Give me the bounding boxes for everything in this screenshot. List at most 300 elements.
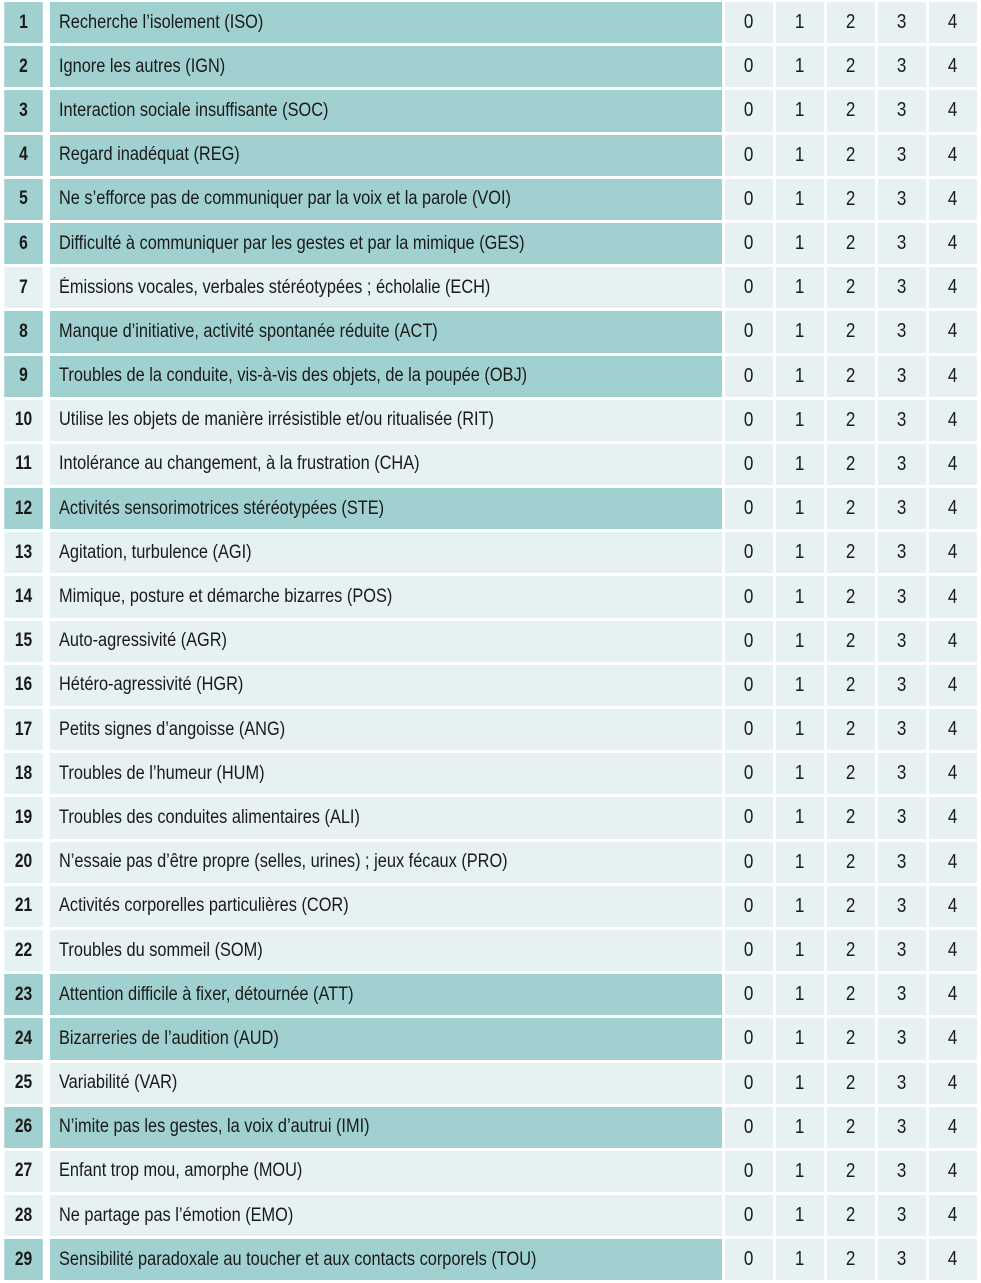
score-option-2[interactable]: [827, 753, 875, 794]
item-label-cell: [50, 179, 722, 220]
table-row: [0, 46, 977, 87]
score-option-value: 0: [744, 629, 754, 652]
score-option-value: 3: [897, 364, 907, 387]
score-option-1[interactable]: [776, 797, 824, 838]
item-label: Mimique, posture et démarche bizarres (POS): [59, 586, 393, 608]
score-option-4[interactable]: [929, 488, 977, 529]
score-option-3[interactable]: [878, 974, 926, 1015]
score-option-1[interactable]: [776, 400, 824, 441]
item-number: 19: [4, 797, 43, 838]
score-option-1[interactable]: [776, 90, 824, 131]
item-label-cell: [50, 267, 722, 308]
score-option-1[interactable]: [776, 135, 824, 176]
score-option-1[interactable]: [776, 267, 824, 308]
score-option-1[interactable]: [776, 842, 824, 883]
score-option-0[interactable]: [725, 46, 773, 87]
item-label-cell: [50, 311, 722, 352]
score-option-0[interactable]: [725, 179, 773, 220]
score-option-0[interactable]: [725, 1018, 773, 1059]
score-option-value: 2: [846, 806, 856, 829]
score-option-1[interactable]: [776, 621, 824, 662]
item-number: 23: [4, 974, 43, 1015]
score-option-value: 2: [846, 187, 856, 210]
score-option-2[interactable]: [827, 223, 875, 264]
score-option-2[interactable]: [827, 576, 875, 617]
score-option-value: 0: [744, 232, 754, 255]
score-option-1[interactable]: [776, 444, 824, 485]
score-option-0[interactable]: [725, 1195, 773, 1236]
score-option-3[interactable]: [878, 135, 926, 176]
rating-scale-body: [0, 2, 977, 1280]
score-option-3[interactable]: [878, 311, 926, 352]
score-option-value: 0: [744, 673, 754, 696]
score-option-4[interactable]: [929, 179, 977, 220]
score-option-2[interactable]: [827, 532, 875, 573]
table-row: [0, 179, 977, 220]
item-number: 28: [4, 1195, 43, 1236]
score-option-value: 1: [795, 452, 805, 475]
score-option-4[interactable]: [929, 267, 977, 308]
score-option-4[interactable]: [929, 1107, 977, 1148]
score-option-value: 2: [846, 99, 856, 122]
item-label: N’essaie pas d’être propre (selles, urines) ; jeux fécaux (PRO): [59, 851, 508, 873]
item-number: 17: [4, 709, 43, 750]
score-option-value: 3: [897, 673, 907, 696]
score-option-0[interactable]: [725, 576, 773, 617]
score-option-3[interactable]: [878, 90, 926, 131]
score-option-value: 3: [897, 276, 907, 299]
score-option-3[interactable]: [878, 1239, 926, 1280]
score-option-value: 0: [744, 452, 754, 475]
score-option-1[interactable]: [776, 1063, 824, 1104]
score-option-value: 2: [846, 718, 856, 741]
item-number: 10: [4, 400, 43, 441]
score-option-1[interactable]: [776, 1151, 824, 1192]
item-label-cell: [50, 1195, 722, 1236]
item-number: 22: [4, 930, 43, 971]
item-label-cell: [50, 930, 722, 971]
score-option-4[interactable]: [929, 135, 977, 176]
score-option-value: 3: [897, 762, 907, 785]
score-option-value: 4: [948, 11, 958, 34]
score-option-1[interactable]: [776, 1195, 824, 1236]
score-option-1[interactable]: [776, 974, 824, 1015]
score-option-value: 1: [795, 541, 805, 564]
score-option-3[interactable]: [878, 930, 926, 971]
score-option-1[interactable]: [776, 2, 824, 43]
item-label-cell: [50, 223, 722, 264]
score-option-4[interactable]: [929, 1151, 977, 1192]
score-option-3[interactable]: [878, 842, 926, 883]
score-option-2[interactable]: [827, 488, 875, 529]
item-label-cell: [50, 1063, 722, 1104]
score-option-value: 4: [948, 364, 958, 387]
score-option-value: 1: [795, 850, 805, 873]
score-option-0[interactable]: [725, 488, 773, 529]
score-option-4[interactable]: [929, 532, 977, 573]
score-option-0[interactable]: [725, 1107, 773, 1148]
item-label: Enfant trop mou, amorphe (MOU): [59, 1160, 303, 1182]
score-option-value: 0: [744, 320, 754, 343]
score-option-value: 4: [948, 983, 958, 1006]
score-option-0[interactable]: [725, 1063, 773, 1104]
score-option-value: 1: [795, 673, 805, 696]
item-label-cell: [50, 709, 722, 750]
score-option-value: 2: [846, 143, 856, 166]
table-row: [0, 797, 977, 838]
item-label-cell: [50, 1239, 722, 1280]
score-option-0[interactable]: [725, 886, 773, 927]
score-option-value: 4: [948, 762, 958, 785]
score-option-value: 1: [795, 1159, 805, 1182]
score-option-3[interactable]: [878, 444, 926, 485]
item-number: 2: [4, 46, 43, 87]
score-option-value: 3: [897, 1027, 907, 1050]
score-option-value: 3: [897, 1115, 907, 1138]
score-option-0[interactable]: [725, 842, 773, 883]
score-option-value: 3: [897, 408, 907, 431]
score-option-value: 2: [846, 673, 856, 696]
score-option-value: 1: [795, 983, 805, 1006]
score-option-value: 0: [744, 541, 754, 564]
score-option-value: 3: [897, 1159, 907, 1182]
item-label-cell: [50, 753, 722, 794]
item-label: Difficulté à communiquer par les gestes et par la mimique (GES): [59, 232, 525, 254]
score-option-3[interactable]: [878, 621, 926, 662]
score-option-2[interactable]: [827, 90, 875, 131]
score-option-0[interactable]: [725, 1239, 773, 1280]
item-label-cell: [50, 46, 722, 87]
score-option-0[interactable]: [725, 267, 773, 308]
score-option-2[interactable]: [827, 1063, 875, 1104]
score-option-1[interactable]: [776, 1239, 824, 1280]
item-label-cell: [50, 797, 722, 838]
score-option-4[interactable]: [929, 753, 977, 794]
score-option-value: 2: [846, 1115, 856, 1138]
score-option-value: 2: [846, 1071, 856, 1094]
score-option-4[interactable]: [929, 444, 977, 485]
score-option-value: 3: [897, 850, 907, 873]
score-option-2[interactable]: [827, 444, 875, 485]
item-label-cell: [50, 356, 722, 397]
table-row: [0, 1195, 977, 1236]
score-option-1[interactable]: [776, 1018, 824, 1059]
score-option-2[interactable]: [827, 46, 875, 87]
item-label-cell: [50, 576, 722, 617]
score-option-value: 2: [846, 408, 856, 431]
score-option-0[interactable]: [725, 621, 773, 662]
score-option-1[interactable]: [776, 665, 824, 706]
item-label-cell: [50, 842, 722, 883]
score-option-0[interactable]: [725, 797, 773, 838]
score-option-value: 0: [744, 1248, 754, 1271]
score-option-4[interactable]: [929, 46, 977, 87]
score-option-value: 4: [948, 276, 958, 299]
score-option-0[interactable]: [725, 444, 773, 485]
score-option-0[interactable]: [725, 223, 773, 264]
item-label: Agitation, turbulence (AGI): [59, 541, 252, 563]
score-option-value: 3: [897, 320, 907, 343]
score-option-value: 4: [948, 408, 958, 431]
score-option-1[interactable]: [776, 356, 824, 397]
score-option-value: 1: [795, 762, 805, 785]
table-row: [0, 842, 977, 883]
table-row: [0, 930, 977, 971]
score-option-value: 3: [897, 187, 907, 210]
score-option-value: 1: [795, 894, 805, 917]
score-option-value: 1: [795, 1248, 805, 1271]
score-option-value: 4: [948, 497, 958, 520]
score-option-3[interactable]: [878, 2, 926, 43]
score-option-3[interactable]: [878, 267, 926, 308]
item-label: Utilise les objets de manière irrésistible et/ou ritualisée (RIT): [59, 409, 494, 431]
score-option-3[interactable]: [878, 532, 926, 573]
score-option-value: 0: [744, 408, 754, 431]
score-option-1[interactable]: [776, 886, 824, 927]
score-option-2[interactable]: [827, 621, 875, 662]
item-label-cell: [50, 665, 722, 706]
score-option-value: 0: [744, 187, 754, 210]
score-option-value: 1: [795, 718, 805, 741]
score-option-4[interactable]: [929, 1239, 977, 1280]
score-option-3[interactable]: [878, 179, 926, 220]
score-option-value: 1: [795, 1115, 805, 1138]
score-option-value: 1: [795, 232, 805, 255]
score-option-0[interactable]: [725, 930, 773, 971]
score-option-value: 0: [744, 806, 754, 829]
score-option-0[interactable]: [725, 90, 773, 131]
score-option-0[interactable]: [725, 753, 773, 794]
item-label-cell: [50, 532, 722, 573]
item-label: N’imite pas les gestes, la voix d’autrui (IMI): [59, 1116, 370, 1138]
score-option-1[interactable]: [776, 532, 824, 573]
score-option-0[interactable]: [725, 665, 773, 706]
score-option-4[interactable]: [929, 842, 977, 883]
score-option-3[interactable]: [878, 1107, 926, 1148]
score-option-4[interactable]: [929, 223, 977, 264]
item-label: Activités corporelles particulières (COR): [59, 895, 349, 917]
score-option-1[interactable]: [776, 930, 824, 971]
score-option-2[interactable]: [827, 1151, 875, 1192]
score-option-1[interactable]: [776, 576, 824, 617]
score-option-value: 1: [795, 629, 805, 652]
score-option-value: 2: [846, 1027, 856, 1050]
table-row: [0, 135, 977, 176]
score-option-4[interactable]: [929, 2, 977, 43]
score-option-4[interactable]: [929, 356, 977, 397]
table-row: [0, 488, 977, 529]
score-option-value: 4: [948, 1159, 958, 1182]
item-label-cell: [50, 135, 722, 176]
score-option-value: 2: [846, 320, 856, 343]
score-option-4[interactable]: [929, 621, 977, 662]
score-option-2[interactable]: [827, 2, 875, 43]
score-option-2[interactable]: [827, 797, 875, 838]
score-option-2[interactable]: [827, 356, 875, 397]
table-row: [0, 1063, 977, 1104]
score-option-value: 3: [897, 497, 907, 520]
score-option-value: 0: [744, 364, 754, 387]
score-option-4[interactable]: [929, 930, 977, 971]
item-number: 27: [4, 1151, 43, 1192]
score-option-value: 4: [948, 1071, 958, 1094]
score-option-value: 2: [846, 11, 856, 34]
score-option-value: 4: [948, 806, 958, 829]
score-option-0[interactable]: [725, 311, 773, 352]
item-number: 16: [4, 665, 43, 706]
table-row: [0, 753, 977, 794]
score-option-2[interactable]: [827, 709, 875, 750]
item-number: 12: [4, 488, 43, 529]
score-option-4[interactable]: [929, 400, 977, 441]
item-label: Intolérance au changement, à la frustration (CHA): [59, 453, 420, 475]
score-option-4[interactable]: [929, 665, 977, 706]
score-option-1[interactable]: [776, 223, 824, 264]
item-label: Interaction sociale insuffisante (SOC): [59, 99, 329, 121]
item-number: 13: [4, 532, 43, 573]
item-number: 7: [4, 267, 43, 308]
score-option-0[interactable]: [725, 2, 773, 43]
score-option-2[interactable]: [827, 1195, 875, 1236]
score-option-value: 3: [897, 452, 907, 475]
score-option-3[interactable]: [878, 223, 926, 264]
table-row: [0, 400, 977, 441]
score-option-0[interactable]: [725, 532, 773, 573]
score-option-3[interactable]: [878, 356, 926, 397]
score-option-0[interactable]: [725, 1151, 773, 1192]
score-option-2[interactable]: [827, 886, 875, 927]
score-option-4[interactable]: [929, 1063, 977, 1104]
score-option-1[interactable]: [776, 488, 824, 529]
score-option-4[interactable]: [929, 311, 977, 352]
score-option-1[interactable]: [776, 709, 824, 750]
score-option-2[interactable]: [827, 135, 875, 176]
score-option-2[interactable]: [827, 311, 875, 352]
score-option-value: 3: [897, 806, 907, 829]
score-option-4[interactable]: [929, 1195, 977, 1236]
score-option-value: 1: [795, 276, 805, 299]
score-option-2[interactable]: [827, 930, 875, 971]
score-option-value: 1: [795, 11, 805, 34]
item-label: Regard inadéquat (REG): [59, 144, 240, 166]
score-option-2[interactable]: [827, 1107, 875, 1148]
score-option-3[interactable]: [878, 709, 926, 750]
score-option-1[interactable]: [776, 753, 824, 794]
table-row: [0, 974, 977, 1015]
score-option-0[interactable]: [725, 974, 773, 1015]
score-option-value: 1: [795, 497, 805, 520]
score-option-0[interactable]: [725, 356, 773, 397]
score-option-1[interactable]: [776, 311, 824, 352]
item-label-cell: [50, 400, 722, 441]
score-option-4[interactable]: [929, 974, 977, 1015]
score-option-value: 0: [744, 497, 754, 520]
score-option-value: 3: [897, 629, 907, 652]
score-option-1[interactable]: [776, 46, 824, 87]
score-option-3[interactable]: [878, 1151, 926, 1192]
score-option-3[interactable]: [878, 665, 926, 706]
score-option-value: 3: [897, 143, 907, 166]
item-number: 8: [4, 311, 43, 352]
score-option-1[interactable]: [776, 1107, 824, 1148]
table-row: [0, 1151, 977, 1192]
score-option-0[interactable]: [725, 400, 773, 441]
score-option-4[interactable]: [929, 709, 977, 750]
score-option-value: 2: [846, 276, 856, 299]
score-option-3[interactable]: [878, 46, 926, 87]
item-label: Troubles de la conduite, vis-à-vis des objets, de la poupée (OBJ): [59, 365, 528, 387]
score-option-2[interactable]: [827, 267, 875, 308]
score-option-value: 0: [744, 1204, 754, 1227]
item-label-cell: [50, 1151, 722, 1192]
score-option-2[interactable]: [827, 1018, 875, 1059]
score-option-0[interactable]: [725, 709, 773, 750]
score-option-3[interactable]: [878, 1063, 926, 1104]
score-option-3[interactable]: [878, 1018, 926, 1059]
score-option-4[interactable]: [929, 90, 977, 131]
score-option-2[interactable]: [827, 974, 875, 1015]
score-option-value: 4: [948, 55, 958, 78]
score-option-value: 4: [948, 585, 958, 608]
score-option-0[interactable]: [725, 135, 773, 176]
score-option-1[interactable]: [776, 179, 824, 220]
score-option-3[interactable]: [878, 753, 926, 794]
score-option-2[interactable]: [827, 842, 875, 883]
score-option-value: 3: [897, 585, 907, 608]
score-option-value: 1: [795, 1204, 805, 1227]
score-option-4[interactable]: [929, 797, 977, 838]
score-option-value: 4: [948, 143, 958, 166]
score-option-4[interactable]: [929, 1018, 977, 1059]
score-option-value: 2: [846, 1248, 856, 1271]
score-option-value: 0: [744, 143, 754, 166]
score-option-value: 0: [744, 55, 754, 78]
score-option-value: 3: [897, 11, 907, 34]
item-number: 25: [4, 1063, 43, 1104]
score-option-3[interactable]: [878, 488, 926, 529]
score-option-2[interactable]: [827, 400, 875, 441]
item-label-cell: [50, 1018, 722, 1059]
item-label-cell: [50, 974, 722, 1015]
item-label: Bizarreries de l’audition (AUD): [59, 1027, 279, 1049]
table-row: [0, 886, 977, 927]
score-option-3[interactable]: [878, 1195, 926, 1236]
table-row: [0, 621, 977, 662]
score-option-value: 4: [948, 718, 958, 741]
score-option-2[interactable]: [827, 665, 875, 706]
score-option-2[interactable]: [827, 179, 875, 220]
item-label-cell: [50, 1107, 722, 1148]
score-option-value: 1: [795, 939, 805, 962]
table-row: [0, 665, 977, 706]
score-option-value: 1: [795, 187, 805, 210]
score-option-3[interactable]: [878, 797, 926, 838]
score-option-value: 0: [744, 894, 754, 917]
item-number: 1: [4, 2, 43, 43]
score-option-value: 0: [744, 99, 754, 122]
item-label: Activités sensorimotrices stéréotypées (STE): [59, 497, 385, 519]
score-option-value: 1: [795, 55, 805, 78]
score-option-value: 4: [948, 232, 958, 255]
score-option-3[interactable]: [878, 886, 926, 927]
score-option-value: 2: [846, 497, 856, 520]
score-option-2[interactable]: [827, 1239, 875, 1280]
score-option-3[interactable]: [878, 400, 926, 441]
score-option-4[interactable]: [929, 886, 977, 927]
score-option-4[interactable]: [929, 576, 977, 617]
score-option-3[interactable]: [878, 576, 926, 617]
item-label: Ne s’efforce pas de communiquer par la voix et la parole (VOI): [59, 188, 511, 210]
